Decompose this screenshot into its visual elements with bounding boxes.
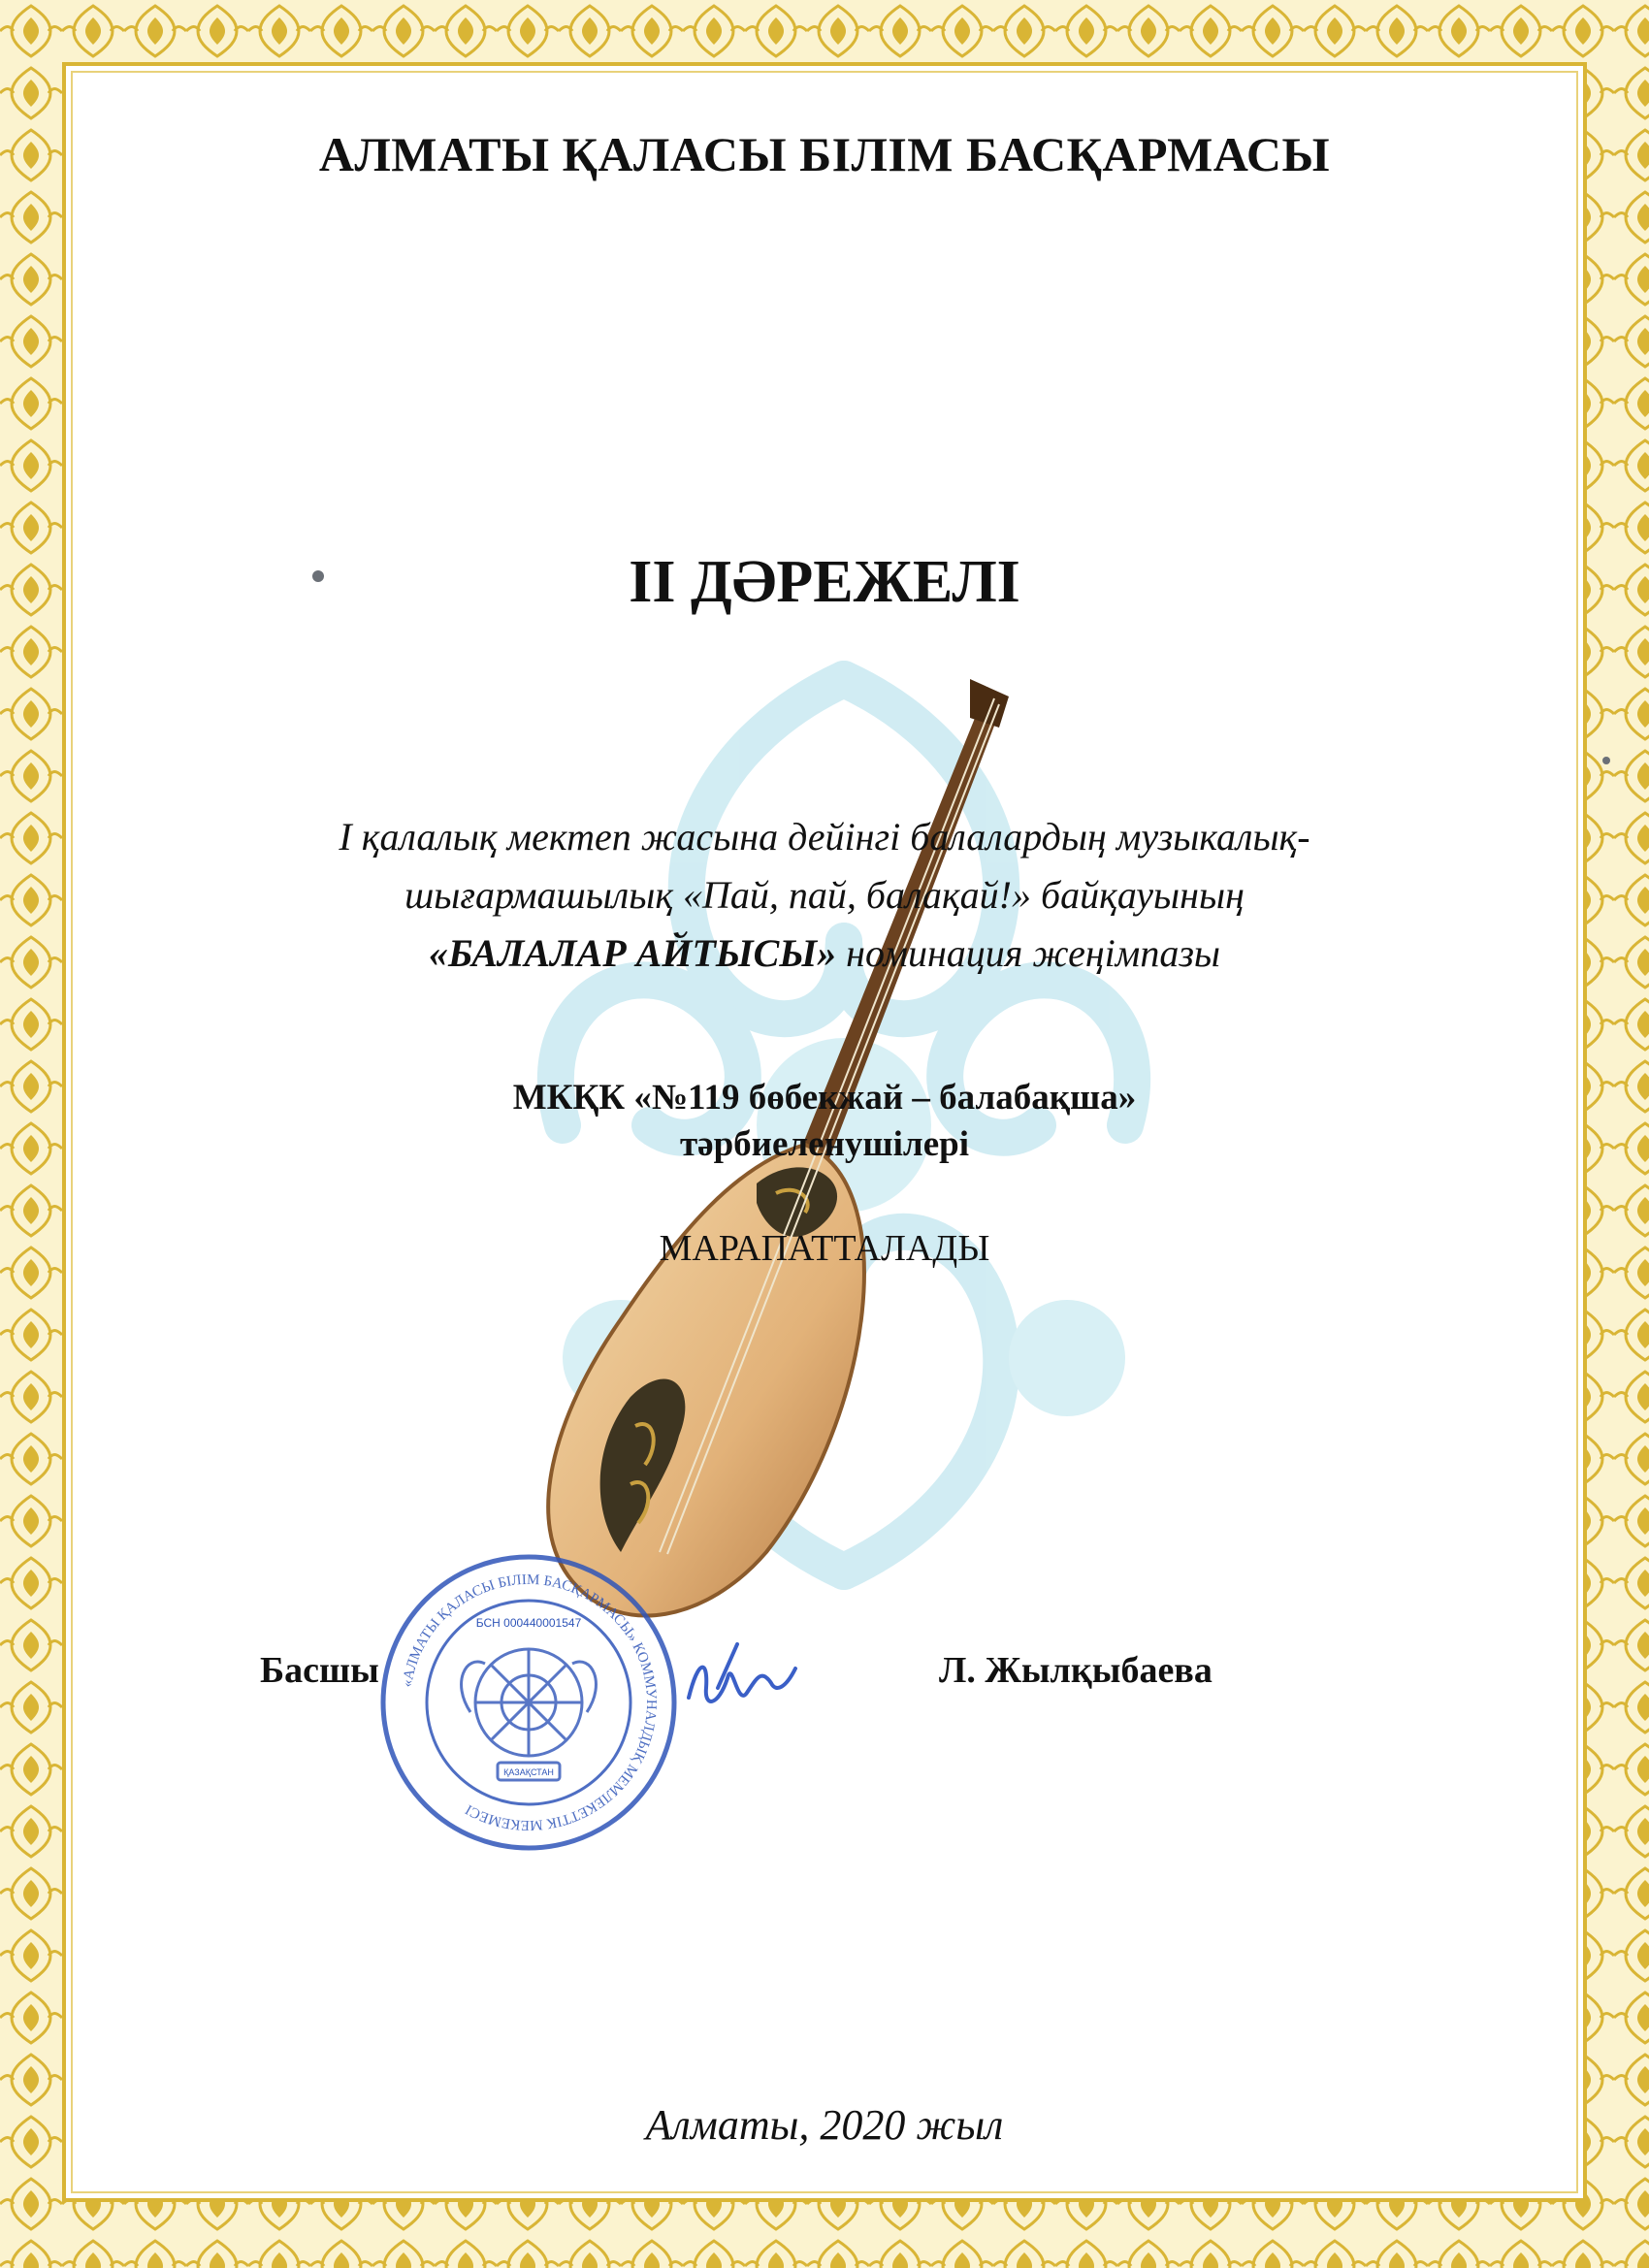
nomination-suffix: номинация жеңімпазы xyxy=(836,931,1221,975)
stamp-emblem-label: ҚАЗАҚСТАН xyxy=(503,1767,554,1777)
nomination-title: «БАЛАЛАР АЙТЫСЫ» xyxy=(428,931,837,975)
stamp-bin-text: БСН 000440001547 xyxy=(475,1616,582,1630)
signatory-name: Л. Жылқыбаева xyxy=(939,1650,1212,1691)
description-line-2: шығармашылық «Пай, пай, балақай!» байқауының xyxy=(404,873,1245,917)
handwritten-signature xyxy=(679,1639,805,1727)
scan-speck xyxy=(1602,757,1610,764)
official-stamp xyxy=(373,1547,684,1858)
awarded-text: МАРАПАТТАЛАДЫ xyxy=(659,1228,990,1269)
description-line-1: І қалалық мектеп жасына дейінгі балалардың музыкалық- xyxy=(339,815,1310,859)
issuer-title: АЛМАТЫ ҚАЛАСЫ БІЛІМ БАСҚАРМАСЫ xyxy=(318,127,1331,181)
award-degree: ІІ ДӘРЕЖЕЛІ xyxy=(629,549,1020,615)
scan-speck xyxy=(312,570,324,582)
place-and-year: Алматы, 2020 жыл xyxy=(645,2101,1004,2149)
stamp-ring-text: «АЛМАТЫ ҚАЛАСЫ БІЛІМ БАСҚАРМАСЫ» КОММУНАЛДЫҚ МЕМЛЕКЕТТІК МЕКЕМЕСІ xyxy=(400,1571,660,1833)
signatory-role: Басшы xyxy=(260,1650,379,1691)
recipient-line-1: МКҚК «№119 бөбекжай – балабақша» xyxy=(512,1078,1137,1118)
recipient-line-2: тәрбиеленушілері xyxy=(680,1124,969,1164)
stamp-emblem-icon xyxy=(462,1649,597,1780)
description-line-3 xyxy=(0,931,1649,976)
